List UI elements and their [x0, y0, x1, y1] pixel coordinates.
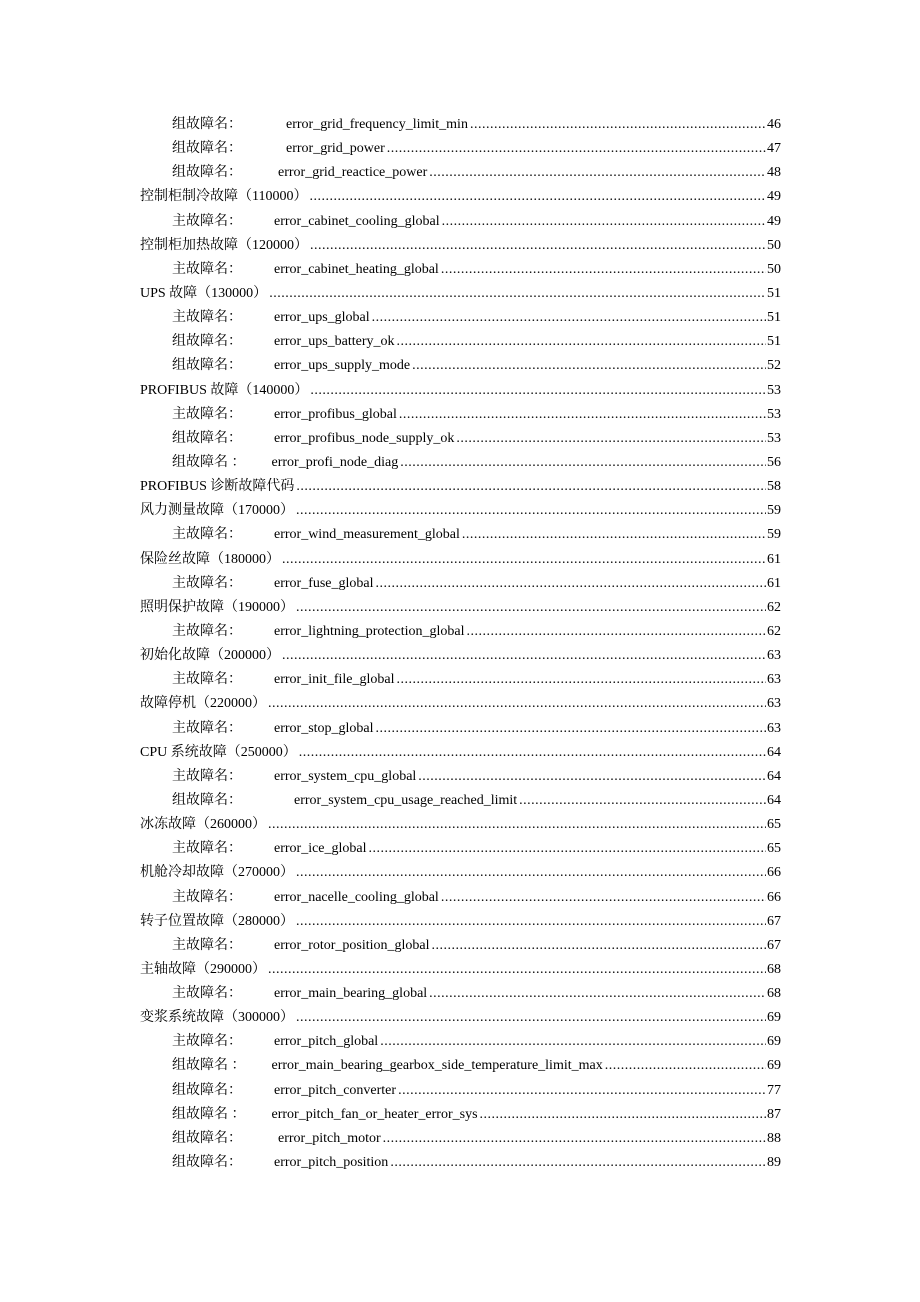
fault-identifier: error_main_bearing_gearbox_side_temperature_limit_max [271, 1058, 603, 1074]
dot-leader [282, 644, 766, 668]
fault-identifier: error_stop_global [274, 720, 374, 736]
toc-subentry[interactable] [140, 1103, 781, 1127]
fault-identifier: error_profibus_global [274, 406, 397, 422]
page-number: 89 [767, 1155, 781, 1171]
toc-subentry[interactable] [140, 210, 781, 234]
dot-leader [387, 137, 766, 161]
page-number: 50 [767, 261, 781, 277]
fault-type-prefix: 主故障名： [172, 889, 242, 905]
fault-type-prefix: 主故障名： [172, 527, 242, 543]
toc-entry-label [172, 403, 397, 427]
dot-leader [376, 572, 766, 596]
page-number: 87 [767, 1106, 781, 1122]
fault-type-prefix: 组故障名： [172, 430, 242, 446]
toc-entry-label [172, 161, 427, 185]
toc-subentry[interactable] [140, 789, 781, 813]
toc-entry-label: 控制柜制冷故障（110000） [140, 189, 308, 205]
toc-section-entry[interactable] [140, 741, 781, 765]
toc-subentry[interactable] [140, 137, 781, 161]
dot-leader [296, 861, 766, 885]
page-number: 51 [767, 285, 781, 301]
fault-type-prefix: 组故障名 ： [172, 1106, 246, 1122]
fault-identifier: error_pitch_converter [274, 1082, 397, 1098]
toc-entry-label: 保险丝故障（180000） [140, 551, 280, 567]
dot-leader [376, 717, 766, 741]
toc-section-entry[interactable] [140, 185, 781, 209]
fault-type-prefix: 组故障名 ： [172, 1058, 246, 1074]
fault-identifier: error_wind_measurement_global [274, 527, 460, 543]
page-number: 68 [767, 961, 781, 977]
toc-subentry[interactable] [140, 161, 781, 185]
toc-section-entry[interactable] [140, 813, 781, 837]
page-number: 63 [767, 720, 781, 736]
dot-leader [398, 1079, 766, 1103]
page-number: 53 [767, 382, 781, 398]
page-number: 69 [767, 1034, 781, 1050]
fault-type-prefix: 主故障名： [172, 310, 242, 326]
toc-entry-label [172, 886, 439, 910]
page-number: 63 [767, 672, 781, 688]
dot-leader [399, 403, 766, 427]
toc-entry-label [172, 354, 410, 378]
dot-leader [372, 306, 766, 330]
toc-entry-label [172, 837, 367, 861]
fault-identifier: error_main_bearing_global [274, 986, 428, 1002]
page-number: 51 [767, 334, 781, 350]
page-number: 56 [767, 454, 781, 470]
toc-entry-label [172, 765, 416, 789]
toc-subentry[interactable] [140, 1151, 781, 1175]
toc-entry-label [172, 1151, 388, 1175]
page-number: 58 [767, 479, 781, 495]
toc-entry-label [172, 330, 395, 354]
fault-identifier: error_ice_global [274, 841, 367, 857]
dot-leader [467, 620, 766, 644]
page-number: 64 [767, 792, 781, 808]
toc-subentry[interactable] [140, 668, 781, 692]
toc-entry-label: 风力测量故障（170000） [140, 503, 294, 519]
toc-entry-label [172, 451, 398, 475]
fault-type-prefix: 主故障名： [172, 720, 242, 736]
fault-identifier: error_pitch_global [274, 1034, 379, 1050]
toc-section-entry[interactable] [140, 379, 781, 403]
toc-subentry[interactable] [140, 354, 781, 378]
dot-leader [383, 1127, 766, 1151]
fault-type-prefix: 主故障名： [172, 768, 242, 784]
page-number: 49 [767, 189, 781, 205]
toc-section-entry[interactable] [140, 692, 781, 716]
toc-section-entry[interactable] [140, 644, 781, 668]
dot-leader [605, 1054, 766, 1078]
fault-identifier: error_pitch_motor [278, 1130, 381, 1146]
toc-entry-label [172, 717, 374, 741]
dot-leader [441, 886, 766, 910]
dot-leader [442, 210, 766, 234]
toc-entry-label [172, 523, 460, 547]
dot-leader [268, 958, 766, 982]
toc-subentry[interactable] [140, 523, 781, 547]
fault-type-prefix: 组故障名 ： [172, 454, 246, 470]
page-number: 77 [767, 1082, 781, 1098]
toc-section-entry[interactable] [140, 548, 781, 572]
toc-entry-label: 故障停机（220000） [140, 696, 266, 712]
toc-subentry[interactable] [140, 837, 781, 861]
page-number: 67 [767, 913, 781, 929]
dot-leader [519, 789, 766, 813]
page-number: 62 [767, 599, 781, 615]
dot-leader [299, 741, 766, 765]
fault-type-prefix: 组故障名： [172, 141, 242, 157]
page-number: 46 [767, 117, 781, 132]
toc-subentry[interactable] [140, 886, 781, 910]
dot-leader [456, 427, 766, 451]
page-number: 47 [767, 141, 781, 157]
fault-identifier: error_lightning_protection_global [274, 623, 465, 639]
fault-identifier: error_system_cpu_usage_reached_limit [294, 792, 518, 808]
fault-identifier: error_ups_supply_mode [274, 358, 411, 374]
toc-entry-label: 控制柜加热故障（120000） [140, 237, 308, 253]
fault-identifier: error_grid_power [286, 141, 385, 157]
toc-entry-label [172, 427, 454, 451]
table-of-contents [140, 113, 781, 1175]
dot-leader [268, 692, 766, 716]
toc-subentry[interactable] [140, 258, 781, 282]
fault-identifier: error_cabinet_cooling_global [274, 213, 440, 229]
page-number: 52 [767, 358, 781, 374]
page-number: 51 [767, 310, 781, 326]
toc-section-entry[interactable] [140, 1006, 781, 1030]
fault-identifier: error_grid_reactice_power [278, 165, 428, 181]
fault-identifier: error_ups_global [274, 310, 370, 326]
toc-subentry[interactable] [140, 982, 781, 1006]
fault-type-prefix: 主故障名： [172, 937, 242, 953]
toc-subentry[interactable] [140, 572, 781, 596]
toc-entry-label: 冰冻故障（260000） [140, 817, 266, 833]
toc-entry-label [172, 1127, 381, 1151]
toc-subentry[interactable] [140, 427, 781, 451]
dot-leader [397, 668, 766, 692]
fault-type-prefix: 主故障名： [172, 261, 242, 277]
toc-entry-label: UPS 故障（130000） [140, 285, 268, 301]
toc-subentry[interactable] [140, 934, 781, 958]
fault-identifier: error_pitch_position [274, 1155, 389, 1171]
page-number: 69 [767, 1010, 781, 1026]
toc-section-entry[interactable] [140, 861, 781, 885]
fault-type-prefix: 组故障名： [172, 334, 242, 350]
toc-section-entry[interactable] [140, 475, 781, 499]
toc-subentry[interactable] [140, 113, 781, 137]
toc-subentry[interactable] [140, 451, 781, 475]
fault-identifier: error_nacelle_cooling_global [274, 889, 439, 905]
page-number: 62 [767, 623, 781, 639]
fault-identifier: error_system_cpu_global [274, 768, 417, 784]
fault-type-prefix: 主故障名： [172, 986, 242, 1002]
dot-leader [296, 596, 766, 620]
page-number: 50 [767, 237, 781, 253]
dot-leader [309, 185, 766, 209]
toc-subentry[interactable] [140, 403, 781, 427]
dot-leader [296, 910, 766, 934]
fault-identifier: error_fuse_global [274, 575, 374, 591]
dot-leader [470, 113, 766, 137]
dot-leader [369, 837, 766, 861]
toc-entry-label [172, 258, 439, 282]
fault-type-prefix: 组故障名： [172, 792, 242, 808]
dot-leader [310, 234, 766, 258]
page-number: 67 [767, 937, 781, 953]
toc-entry-label: 转子位置故障（280000） [140, 913, 294, 929]
fault-type-prefix: 组故障名： [172, 358, 242, 374]
fault-type-prefix: 主故障名： [172, 623, 242, 639]
fault-type-prefix: 主故障名： [172, 406, 242, 422]
toc-entry-label [172, 934, 430, 958]
page-number: 68 [767, 986, 781, 1002]
dot-leader [429, 982, 766, 1006]
toc-entry-label [172, 982, 427, 1006]
fault-identifier: error_init_file_global [274, 672, 395, 688]
toc-section-entry[interactable] [140, 596, 781, 620]
fault-identifier: error_rotor_position_global [274, 937, 430, 953]
toc-subentry[interactable] [140, 306, 781, 330]
page-number: 88 [767, 1130, 781, 1146]
fault-identifier: error_pitch_fan_or_heater_error_sys [271, 1106, 478, 1122]
toc-entry-label [172, 137, 385, 161]
toc-subentry[interactable] [140, 765, 781, 789]
toc-section-entry[interactable] [140, 958, 781, 982]
toc-subentry[interactable] [140, 1054, 781, 1078]
dot-leader [429, 161, 766, 185]
page-number: 59 [767, 503, 781, 519]
toc-entry-label [172, 210, 440, 234]
toc-entry-label: 机舱冷却故障（270000） [140, 865, 294, 881]
dot-leader [282, 548, 766, 572]
dot-leader [269, 282, 766, 306]
toc-entry-label [172, 1103, 478, 1127]
toc-subentry[interactable] [140, 1127, 781, 1151]
dot-leader [268, 813, 766, 837]
toc-entry-label [172, 789, 517, 813]
page-number: 49 [767, 213, 781, 229]
fault-type-prefix: 组故障名： [172, 1082, 242, 1098]
fault-type-prefix: 主故障名： [172, 841, 242, 857]
toc-section-entry[interactable] [140, 234, 781, 258]
toc-subentry[interactable] [140, 330, 781, 354]
toc-entry-label [172, 1054, 603, 1078]
fault-identifier: error_profi_node_diag [271, 454, 399, 470]
dot-leader [380, 1030, 766, 1054]
dot-leader [397, 330, 766, 354]
page-number: 66 [767, 889, 781, 905]
toc-entry-label: 照明保护故障（190000） [140, 599, 294, 615]
toc-entry-label: PROFIBUS 诊断故障代码 [140, 479, 295, 495]
toc-entry-label: CPU 系统故障（250000） [140, 744, 297, 760]
dot-leader [480, 1103, 766, 1127]
fault-type-prefix: 主故障名： [172, 213, 242, 229]
fault-type-prefix: 主故障名： [172, 672, 242, 688]
fault-type-prefix: 主故障名： [172, 1034, 242, 1050]
toc-entry-label: 初始化故障（200000） [140, 648, 280, 664]
page-number: 63 [767, 648, 781, 664]
toc-section-entry[interactable] [140, 910, 781, 934]
dot-leader [390, 1151, 766, 1175]
page-number: 69 [767, 1058, 781, 1074]
dot-leader [310, 379, 766, 403]
toc-subentry[interactable] [140, 1030, 781, 1054]
dot-leader [296, 475, 766, 499]
toc-subentry[interactable] [140, 717, 781, 741]
page-number: 65 [767, 841, 781, 857]
toc-subentry[interactable] [140, 1079, 781, 1103]
page-number: 59 [767, 527, 781, 543]
toc-entry-label [172, 113, 468, 137]
toc-section-entry[interactable] [140, 282, 781, 306]
toc-entry-label: 变浆系统故障（300000） [140, 1010, 294, 1026]
page-number: 66 [767, 865, 781, 881]
fault-type-prefix: 主故障名： [172, 575, 242, 591]
fault-type-prefix: 组故障名： [172, 165, 242, 181]
fault-type-prefix: 组故障名： [172, 117, 242, 132]
fault-identifier: error_cabinet_heating_global [274, 261, 439, 277]
toc-entry-label [172, 1079, 396, 1103]
fault-identifier: error_grid_frequency_limit_min [286, 117, 468, 132]
toc-entry-label: PROFIBUS 故障（140000） [140, 382, 309, 398]
toc-entry-label [172, 572, 374, 596]
dot-leader [418, 765, 766, 789]
toc-entry-label [172, 668, 395, 692]
dot-leader [296, 1006, 766, 1030]
fault-type-prefix: 组故障名： [172, 1130, 242, 1146]
dot-leader [296, 499, 766, 523]
page-number: 53 [767, 430, 781, 446]
fault-type-prefix: 组故障名： [172, 1155, 242, 1171]
dot-leader [462, 523, 766, 547]
page-number: 53 [767, 406, 781, 422]
dot-leader [432, 934, 766, 958]
page-number: 48 [767, 165, 781, 181]
toc-entry-label [172, 620, 465, 644]
page-number: 64 [767, 744, 781, 760]
dot-leader [412, 354, 766, 378]
toc-entry-label [172, 1030, 378, 1054]
fault-identifier: error_profibus_node_supply_ok [274, 430, 455, 446]
page-number: 63 [767, 696, 781, 712]
dot-leader [400, 451, 766, 475]
page-number: 61 [767, 551, 781, 567]
toc-section-entry[interactable] [140, 499, 781, 523]
page-number: 65 [767, 817, 781, 833]
toc-subentry[interactable] [140, 620, 781, 644]
fault-identifier: error_ups_battery_ok [274, 334, 395, 350]
page-number: 61 [767, 575, 781, 591]
toc-entry-label: 主轴故障（290000） [140, 961, 266, 977]
page-number: 64 [767, 768, 781, 784]
dot-leader [441, 258, 766, 282]
toc-entry-label [172, 306, 370, 330]
